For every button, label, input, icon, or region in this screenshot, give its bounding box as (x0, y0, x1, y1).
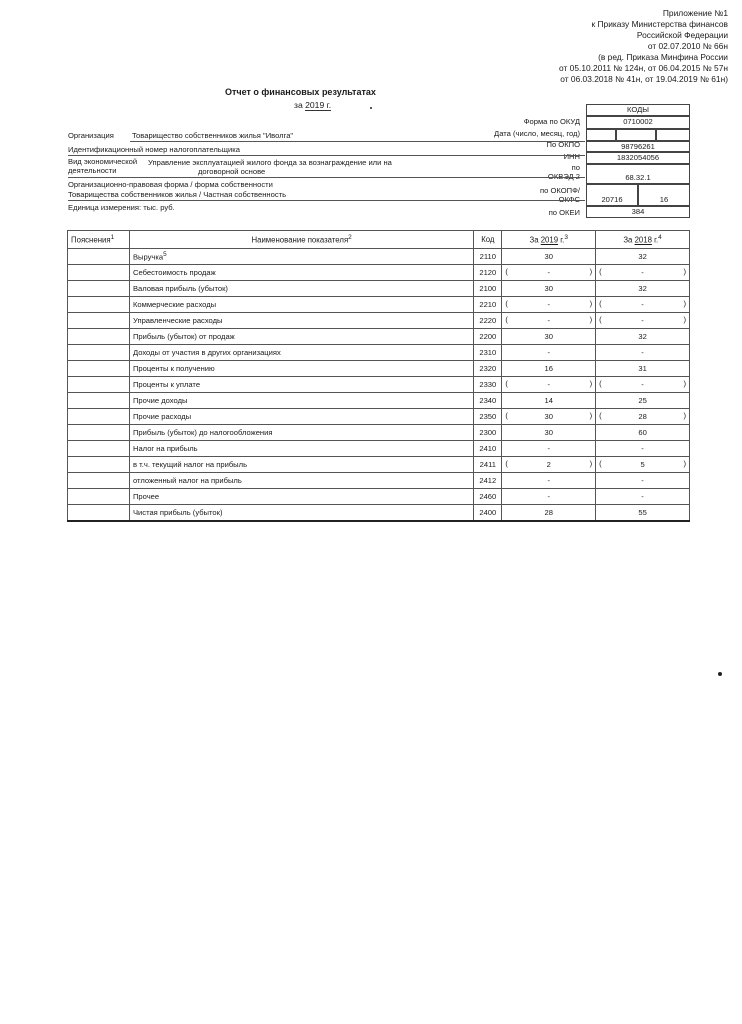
row-value-2018 (596, 249, 690, 265)
row-name-cell (129, 377, 473, 393)
row-code: 2400 (474, 505, 502, 521)
activity-label-1: Вид экономической (68, 157, 138, 166)
value-text: 28 (638, 412, 647, 421)
value-text: - (547, 300, 550, 309)
value-text: - (641, 444, 644, 453)
date-label: Дата (число, месяц, год) (494, 129, 580, 138)
row-value-2019 (502, 457, 596, 473)
row-name: в т.ч. текущий налог на прибыль (132, 460, 248, 469)
row-name: Прибыль (убыток) от продаж (132, 332, 235, 341)
close-paren: ) (683, 379, 686, 388)
value-text: - (641, 492, 644, 501)
form-value: Товарищества собственников жилья / Частная собственность (68, 190, 287, 199)
table-row (68, 329, 690, 345)
table-row (68, 457, 690, 473)
okved-value: 68.32.1 (586, 164, 690, 184)
inn-code-label: ИНН (563, 152, 580, 161)
okopf-value: 20716 (586, 184, 638, 206)
row-notes-cell (68, 441, 130, 457)
table-row (68, 425, 690, 441)
row-name-cell (129, 457, 473, 473)
row-value-2019 (502, 409, 596, 425)
row-notes-cell (68, 281, 130, 297)
row-notes-cell (68, 377, 130, 393)
okopf-label-b: ОКФС (558, 195, 580, 204)
value-text: - (641, 316, 644, 325)
row-name-cell (129, 297, 473, 313)
table-row (68, 489, 690, 505)
row-name: Доходы от участия в других организациях (132, 348, 281, 357)
value-text: - (547, 476, 550, 485)
form-label: Организационно-правовая форма / форма собственности (68, 180, 273, 189)
close-paren: ) (589, 411, 593, 420)
row-value-2019 (502, 313, 596, 329)
row-name-cell (129, 345, 473, 361)
row-code: 2340 (474, 393, 502, 409)
row-value-2018 (596, 281, 690, 297)
row-code: 2200 (474, 329, 502, 345)
inn-label: Идентификационный номер налогоплательщика (68, 145, 240, 154)
report-title: Отчет о финансовых результатах (225, 87, 376, 97)
appendix-line: от 06.03.2018 № 41н, от 19.04.2019 № 61н) (560, 74, 728, 84)
value-text: - (547, 380, 550, 389)
value-text: 30 (544, 284, 553, 293)
close-paren: ) (589, 267, 593, 276)
close-paren: ) (683, 315, 686, 324)
table-row (68, 473, 690, 489)
form-underline (68, 200, 585, 201)
close-paren: ) (589, 299, 593, 308)
row-notes-cell (68, 361, 130, 377)
open-paren: ( (599, 315, 602, 324)
okpo-value: 98796261 (586, 141, 690, 152)
table-row (68, 409, 690, 425)
row-value-2019 (502, 393, 596, 409)
value-text: - (547, 268, 550, 277)
row-name-cell (129, 249, 473, 265)
row-name: Проценты к получению (132, 364, 215, 373)
okei-label: по ОКЕИ (548, 208, 580, 217)
row-name-cell (129, 281, 473, 297)
row-code: 2210 (474, 297, 502, 313)
row-notes-cell (68, 329, 130, 345)
row-value-2019 (502, 441, 596, 457)
value-text: 25 (638, 396, 647, 405)
row-code: 2412 (474, 473, 502, 489)
row-code: 2300 (474, 425, 502, 441)
col-code-header: Код (474, 231, 502, 249)
row-name-cell (129, 265, 473, 281)
activity-text-1: Управление эксплуатацией жилого фонда за вознаграждение или на (148, 158, 392, 167)
close-paren: ) (589, 315, 593, 324)
row-value-2019 (502, 361, 596, 377)
table-row (68, 361, 690, 377)
table-row (68, 377, 690, 393)
year1-value: 2019 (540, 235, 559, 245)
row-code: 2220 (474, 313, 502, 329)
appendix-line: к Приказу Министерства финансов (591, 19, 728, 29)
close-paren: ) (589, 379, 593, 388)
col-year2-header (596, 231, 690, 249)
value-text: 60 (638, 428, 647, 437)
year2-prefix: За (623, 235, 633, 245)
col-year1-header (502, 231, 596, 249)
row-name-cell (129, 361, 473, 377)
row-name: Налог на прибыль (132, 444, 198, 453)
open-paren: ( (505, 459, 508, 468)
appendix-line: Приложение №1 (662, 8, 728, 18)
value-text: 32 (638, 284, 647, 293)
inn-underline (68, 155, 585, 156)
open-paren: ( (599, 267, 602, 276)
appendix-line: от 02.07.2010 № 66н (647, 41, 728, 51)
open-paren: ( (505, 299, 508, 308)
notes-header-text: Пояснения (71, 235, 111, 245)
scan-speck (718, 672, 722, 676)
value-text: 31 (638, 364, 647, 373)
open-paren: ( (505, 315, 508, 324)
year1-sup: 3 (564, 234, 568, 242)
notes-header-sup: 1 (110, 234, 115, 242)
row-name: отложенный налог на прибыль (132, 476, 242, 485)
row-notes-cell (68, 473, 130, 489)
date-month-cell (616, 129, 656, 141)
scan-speck (370, 107, 372, 109)
value-text: - (547, 444, 550, 453)
table-header-row (68, 231, 690, 249)
activity-underline (68, 177, 585, 178)
row-name: Прочие доходы (132, 396, 188, 405)
okopf-label-a: по ОКОПФ/ (540, 186, 580, 195)
org-label: Организация (68, 131, 114, 140)
value-text: 5 (640, 460, 645, 469)
row-value-2019 (502, 505, 596, 521)
date-year-cell (656, 129, 690, 141)
row-value-2018 (596, 505, 690, 521)
row-name: Прибыль (убыток) до налогообложения (132, 428, 273, 437)
row-value-2019 (502, 297, 596, 313)
close-paren: ) (683, 411, 686, 420)
name-header-sup: 2 (348, 234, 352, 242)
open-paren: ( (599, 299, 602, 308)
row-code: 2110 (474, 249, 502, 265)
close-paren: ) (589, 459, 593, 468)
row-notes-cell (68, 505, 130, 521)
year2-value: 2018 (634, 235, 652, 245)
row-notes-cell (68, 489, 130, 505)
okei-value: 384 (586, 206, 690, 218)
row-value-2019 (502, 473, 596, 489)
row-code: 2120 (474, 265, 502, 281)
value-text: 30 (544, 252, 553, 261)
okud-label: Форма по ОКУД (523, 117, 580, 126)
row-code: 2411 (474, 457, 502, 473)
value-text: - (641, 476, 644, 485)
row-value-2018 (596, 425, 690, 441)
row-value-2018 (596, 345, 690, 361)
period-suffix: г. (326, 100, 332, 110)
org-underline (130, 141, 585, 142)
value-text: 16 (544, 364, 553, 373)
row-value-2018 (596, 473, 690, 489)
row-value-2019 (502, 345, 596, 361)
row-notes-cell (68, 457, 130, 473)
period-prefix: за (294, 100, 303, 110)
row-code: 2330 (474, 377, 502, 393)
report-period (294, 100, 331, 110)
value-text: 32 (638, 332, 647, 341)
close-paren: ) (683, 459, 686, 468)
row-name-cell (129, 329, 473, 345)
period-year: 2019 (305, 100, 325, 110)
value-text: - (641, 300, 644, 309)
value-text: - (641, 380, 644, 389)
value-text: - (547, 348, 550, 357)
value-text: 30 (544, 332, 553, 341)
row-value-2018 (596, 441, 690, 457)
row-code: 2410 (474, 441, 502, 457)
row-name-cell (129, 489, 473, 505)
row-name: Прочие расходы (132, 412, 192, 421)
row-value-2019 (502, 425, 596, 441)
date-day-cell (586, 129, 616, 141)
col-notes-header (68, 231, 130, 249)
value-text: 2 (546, 460, 551, 469)
value-text: - (641, 348, 644, 357)
row-notes-cell (68, 393, 130, 409)
value-text: - (547, 492, 550, 501)
value-text: 55 (638, 507, 647, 517)
name-header-text: Наименование показателя (251, 235, 349, 245)
row-value-2018 (596, 393, 690, 409)
year2-sup: 4 (658, 234, 662, 242)
row-notes-cell (68, 345, 130, 361)
row-name-cell (129, 409, 473, 425)
year1-prefix: За (529, 235, 539, 245)
row-name-cell (129, 473, 473, 489)
row-value-2019 (502, 329, 596, 345)
year2-suffix: г. (654, 235, 659, 245)
row-value-2018 (596, 489, 690, 505)
row-name-cell (129, 425, 473, 441)
row-value-2019 (502, 265, 596, 281)
appendix-block (559, 8, 728, 85)
row-notes-cell (68, 313, 130, 329)
col-name-header (129, 231, 473, 249)
row-code: 2310 (474, 345, 502, 361)
table-row (68, 265, 690, 281)
row-name: Коммерческие расходы (132, 300, 217, 309)
org-name: Товарищество собственников жилья "Иволга" (132, 131, 294, 140)
row-name: Чистая прибыль (убыток) (132, 507, 223, 517)
open-paren: ( (505, 411, 508, 420)
row-notes-cell (68, 409, 130, 425)
row-value-2018 (596, 409, 690, 425)
open-paren: ( (599, 459, 602, 468)
row-notes-cell (68, 249, 130, 265)
value-text: 30 (544, 412, 553, 421)
row-notes-cell (68, 265, 130, 281)
table-row (68, 249, 690, 265)
row-value-2019 (502, 377, 596, 393)
appendix-line: от 05.10.2011 № 124н, от 06.04.2015 № 57н (559, 63, 728, 73)
value-text: - (641, 268, 644, 277)
open-paren: ( (599, 379, 602, 388)
table-body (68, 249, 690, 521)
close-paren: ) (683, 267, 686, 276)
row-value-2018 (596, 297, 690, 313)
row-value-2018 (596, 313, 690, 329)
row-name-cell (129, 441, 473, 457)
row-value-2019 (502, 489, 596, 505)
row-notes-cell (68, 297, 130, 313)
row-name-cell (129, 313, 473, 329)
appendix-line: Российской Федерации (636, 30, 728, 40)
row-value-2018 (596, 457, 690, 473)
row-name: Проценты к уплате (132, 380, 201, 389)
value-text: 32 (638, 252, 647, 261)
row-name-cell (129, 393, 473, 409)
row-name-sup: 5 (163, 251, 167, 259)
row-code: 2460 (474, 489, 502, 505)
open-paren: ( (505, 267, 508, 276)
table-row (68, 297, 690, 313)
row-name-cell (129, 505, 473, 521)
open-paren: ( (505, 379, 508, 388)
value-text: 30 (544, 428, 553, 437)
appendix-line: (в ред. Приказа Минфина России (598, 52, 728, 62)
row-code: 2100 (474, 281, 502, 297)
open-paren: ( (599, 411, 602, 420)
table-row (68, 345, 690, 361)
okud-value: 0710002 (586, 116, 690, 129)
close-paren: ) (683, 299, 686, 308)
row-code: 2320 (474, 361, 502, 377)
okved-label-b: ОКВЭД 2 (547, 172, 580, 181)
row-value-2019 (502, 281, 596, 297)
year1-suffix: г. (560, 235, 565, 245)
okpo-label: По ОКПО (546, 140, 580, 149)
codes-header: КОДЫ (586, 104, 690, 116)
row-name: Прочее (132, 492, 160, 501)
okved-label-a: по (571, 163, 580, 172)
activity-text-2: договорной основе (198, 167, 266, 176)
row-value-2019 (502, 249, 596, 265)
value-text: 28 (544, 507, 553, 517)
table-row (68, 441, 690, 457)
activity-label-2: деятельности (68, 166, 117, 175)
table-row (68, 505, 690, 521)
okfs-value: 16 (638, 184, 690, 206)
unit-label: Единица измерения: тыс. руб. (68, 203, 175, 212)
value-text: - (547, 316, 550, 325)
row-value-2018 (596, 329, 690, 345)
row-value-2018 (596, 265, 690, 281)
row-name: Валовая прибыль (убыток) (132, 284, 228, 293)
table-row (68, 281, 690, 297)
table-row (68, 313, 690, 329)
table-row (68, 393, 690, 409)
row-notes-cell (68, 425, 130, 441)
value-text: 14 (544, 396, 553, 405)
row-name: Себестоимость продаж (132, 268, 216, 277)
row-value-2018 (596, 377, 690, 393)
inn-value: 1832054056 (586, 152, 690, 164)
financial-results-table (67, 230, 690, 522)
row-name: Управленческие расходы (132, 316, 223, 325)
row-name: Выручка (132, 252, 164, 262)
row-value-2018 (596, 361, 690, 377)
row-code: 2350 (474, 409, 502, 425)
